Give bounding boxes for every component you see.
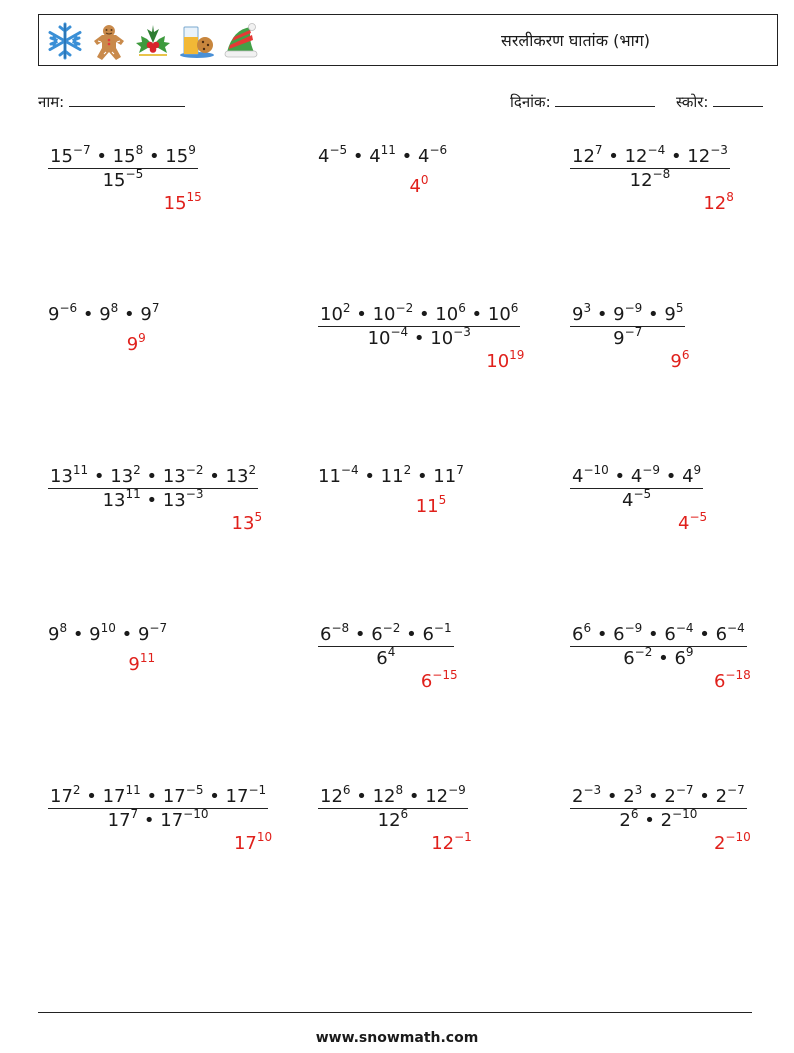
date-blank[interactable] bbox=[555, 92, 655, 107]
multiply-dot: • bbox=[601, 786, 624, 807]
answer-3: $12^8$ bbox=[703, 190, 734, 214]
power-term: $2^6$ bbox=[619, 807, 639, 831]
fraction bbox=[570, 143, 730, 191]
power-term: $6^{-4}$ bbox=[664, 621, 694, 645]
multiply-dot: • bbox=[608, 466, 631, 487]
answer-4: $9^9$ bbox=[126, 331, 146, 355]
denominator bbox=[376, 645, 396, 669]
numerator bbox=[320, 621, 452, 645]
power-term: $2^{-3}$ bbox=[572, 783, 602, 807]
fraction-bar bbox=[318, 646, 454, 647]
snowflake-icon bbox=[45, 21, 85, 61]
power-term: $4^{-6}$ bbox=[418, 143, 448, 167]
problem-8 bbox=[318, 463, 464, 487]
power-term: $15^9$ bbox=[165, 143, 196, 167]
multiply-dot: • bbox=[67, 624, 90, 645]
numerator bbox=[50, 463, 257, 487]
fraction bbox=[318, 783, 468, 831]
power-term: $9^{-7}$ bbox=[137, 621, 168, 645]
fraction-bar bbox=[48, 168, 198, 169]
multiply-dot: • bbox=[88, 466, 111, 487]
power-term: $10^{-2}$ bbox=[372, 301, 414, 325]
multiply-dot: • bbox=[203, 466, 226, 487]
worksheet-title: सरलीकरण घातांक (भाग) bbox=[501, 31, 650, 50]
power-term: $6^{-1}$ bbox=[422, 621, 452, 645]
multiply-dot: • bbox=[642, 304, 665, 325]
footer-divider bbox=[38, 1012, 752, 1013]
fraction bbox=[318, 621, 454, 669]
power-term: $17^{-1}$ bbox=[225, 783, 267, 807]
numerator bbox=[572, 463, 702, 487]
numerator bbox=[320, 783, 466, 807]
multiply-dot: • bbox=[400, 624, 423, 645]
power-term: $4^{-9}$ bbox=[630, 463, 660, 487]
answer-9: $4^{-5}$ bbox=[678, 510, 708, 534]
fraction-bar bbox=[48, 808, 268, 809]
multiply-dot: • bbox=[591, 624, 614, 645]
power-term: $10^6$ bbox=[487, 301, 519, 325]
numerator bbox=[320, 301, 519, 325]
power-term: $17^7$ bbox=[107, 807, 139, 831]
power-term: $4^{-5}$ bbox=[622, 487, 652, 511]
power-term: $4^{-10}$ bbox=[572, 463, 609, 487]
power-term: $9^8$ bbox=[99, 301, 119, 325]
power-term: $2^{-7}$ bbox=[715, 783, 745, 807]
multiply-dot: • bbox=[90, 146, 113, 167]
power-term: $12^8$ bbox=[372, 783, 404, 807]
multiply-dot: • bbox=[138, 810, 161, 831]
problem-11 bbox=[318, 621, 454, 669]
answer-10: $9^{11}$ bbox=[128, 651, 156, 675]
power-term: $12^6$ bbox=[320, 783, 351, 807]
fraction bbox=[570, 621, 747, 669]
answer-5: $10^{19}$ bbox=[486, 348, 525, 372]
power-term: $13^{-3}$ bbox=[162, 487, 204, 511]
answer-1: $15^{15}$ bbox=[163, 190, 202, 214]
multiply-dot: • bbox=[642, 786, 665, 807]
numerator bbox=[50, 143, 196, 167]
power-term: $17^{-10}$ bbox=[160, 807, 209, 831]
answer-11: $6^{-15}$ bbox=[420, 668, 458, 692]
power-term: $15^{-5}$ bbox=[102, 167, 144, 191]
fraction-bar bbox=[570, 646, 747, 647]
problem-7 bbox=[48, 463, 258, 511]
fraction bbox=[318, 301, 520, 349]
answer-15: $2^{-10}$ bbox=[713, 830, 751, 854]
fraction-bar bbox=[570, 808, 747, 809]
fraction bbox=[48, 463, 258, 511]
multiply-dot: • bbox=[140, 786, 163, 807]
multiply-dot: • bbox=[395, 146, 419, 167]
power-term: $4^9$ bbox=[682, 463, 702, 487]
fraction bbox=[570, 783, 747, 831]
answer-2: $4^0$ bbox=[409, 173, 429, 197]
multiply-dot: • bbox=[347, 146, 370, 167]
power-term: $4^{-5}$ bbox=[318, 143, 348, 167]
power-term: $6^6$ bbox=[572, 621, 592, 645]
multiply-dot: • bbox=[140, 466, 163, 487]
power-term: $13^{11}$ bbox=[50, 463, 89, 487]
denominator bbox=[107, 807, 209, 831]
problem-1 bbox=[48, 143, 198, 191]
problem-2 bbox=[318, 143, 448, 167]
problem-4 bbox=[48, 301, 160, 325]
multiply-dot: • bbox=[140, 490, 163, 511]
power-term: $12^{-3}$ bbox=[687, 143, 728, 167]
power-term: $9^{-7}$ bbox=[613, 325, 643, 349]
multiply-dot: • bbox=[652, 648, 675, 669]
answer-13: $17^{10}$ bbox=[233, 830, 273, 854]
expression bbox=[318, 143, 448, 167]
power-term: $6^4$ bbox=[376, 645, 396, 669]
answer-12: $6^{-18}$ bbox=[713, 668, 751, 692]
date-field bbox=[510, 92, 655, 112]
multiply-dot: • bbox=[602, 146, 625, 167]
fraction bbox=[48, 143, 198, 191]
multiply-dot: • bbox=[693, 624, 716, 645]
numerator bbox=[572, 143, 728, 167]
multiply-dot: • bbox=[350, 786, 373, 807]
power-term: $10^{-3}$ bbox=[430, 325, 471, 349]
power-term: $6^{-4}$ bbox=[715, 621, 745, 645]
power-term: $6^{-2}$ bbox=[623, 645, 653, 669]
power-term: $6^9$ bbox=[674, 645, 694, 669]
fraction-bar bbox=[318, 326, 520, 327]
problem-5 bbox=[318, 301, 520, 349]
header-box bbox=[38, 14, 778, 66]
answer-8: $11^5$ bbox=[415, 493, 447, 517]
numerator bbox=[572, 301, 684, 325]
problem-12 bbox=[570, 621, 747, 669]
multiply-dot: • bbox=[143, 146, 166, 167]
power-term: $4^{11}$ bbox=[369, 143, 396, 167]
numerator bbox=[572, 783, 745, 807]
fraction bbox=[570, 301, 685, 349]
problem-10 bbox=[48, 621, 168, 645]
multiply-dot: • bbox=[411, 466, 434, 487]
power-term: $6^{-9}$ bbox=[613, 621, 643, 645]
holly-icon bbox=[133, 21, 173, 61]
power-term: $12^{-9}$ bbox=[425, 783, 466, 807]
power-term: $13^{-2}$ bbox=[162, 463, 204, 487]
power-term: $9^{10}$ bbox=[89, 621, 116, 645]
answer-7: $13^5$ bbox=[231, 510, 263, 534]
multiply-dot: • bbox=[642, 624, 665, 645]
multiply-dot: • bbox=[408, 328, 431, 349]
multiply-dot: • bbox=[660, 466, 683, 487]
multiply-dot: • bbox=[665, 146, 688, 167]
denominator bbox=[622, 487, 652, 511]
multiply-dot: • bbox=[413, 304, 436, 325]
fraction bbox=[570, 463, 703, 511]
power-term: $15^{-7}$ bbox=[50, 143, 91, 167]
multiply-dot: • bbox=[115, 624, 138, 645]
problem-9 bbox=[570, 463, 703, 511]
footer-website: www.snowmath.com bbox=[315, 1030, 479, 1046]
multiply-dot: • bbox=[638, 810, 661, 831]
expression bbox=[48, 301, 160, 325]
power-term: $2^{-10}$ bbox=[660, 807, 698, 831]
christmas-hat-icon bbox=[221, 21, 261, 61]
multiply-dot: • bbox=[350, 304, 373, 325]
expression bbox=[48, 621, 168, 645]
power-term: $9^5$ bbox=[664, 301, 684, 325]
power-term: $11^2$ bbox=[380, 463, 412, 487]
name-label: नाम: bbox=[38, 93, 65, 111]
score-label: स्कोर: bbox=[676, 93, 709, 111]
multiply-dot: • bbox=[118, 304, 141, 325]
date-label: दिनांक: bbox=[510, 93, 551, 111]
denominator bbox=[623, 645, 694, 669]
answer-6: $9^6$ bbox=[670, 348, 690, 372]
denominator bbox=[102, 487, 204, 511]
gingerbread-man-icon bbox=[89, 21, 129, 61]
answer-14: $12^{-1}$ bbox=[431, 830, 472, 854]
multiply-dot: • bbox=[203, 786, 226, 807]
denominator bbox=[367, 325, 471, 349]
problem-3 bbox=[570, 143, 730, 191]
multiply-dot: • bbox=[358, 466, 381, 487]
multiply-dot: • bbox=[465, 304, 488, 325]
power-term: $12^7$ bbox=[572, 143, 603, 167]
denominator bbox=[377, 807, 409, 831]
numerator bbox=[50, 783, 267, 807]
power-term: $9^7$ bbox=[140, 301, 160, 325]
fraction bbox=[48, 783, 268, 831]
power-term: $12^6$ bbox=[377, 807, 409, 831]
power-term: $10^2$ bbox=[320, 301, 351, 325]
power-term: $6^{-2}$ bbox=[371, 621, 401, 645]
multiply-dot: • bbox=[77, 304, 100, 325]
problem-14 bbox=[318, 783, 468, 831]
denominator bbox=[102, 167, 144, 191]
problem-15 bbox=[570, 783, 747, 831]
icon-strip bbox=[45, 21, 261, 61]
score-blank[interactable] bbox=[713, 92, 763, 107]
fraction-bar bbox=[48, 488, 258, 489]
score-field bbox=[676, 92, 763, 112]
power-term: $13^{11}$ bbox=[102, 487, 141, 511]
power-term: $15^8$ bbox=[112, 143, 144, 167]
power-term: $17^{11}$ bbox=[102, 783, 141, 807]
power-term: $2^3$ bbox=[623, 783, 643, 807]
multiply-dot: • bbox=[403, 786, 426, 807]
power-term: $12^{-4}$ bbox=[624, 143, 666, 167]
name-blank[interactable] bbox=[69, 92, 185, 107]
power-term: $10^{-4}$ bbox=[367, 325, 409, 349]
denominator bbox=[619, 807, 698, 831]
power-term: $9^{-6}$ bbox=[48, 301, 78, 325]
multiply-dot: • bbox=[693, 786, 716, 807]
power-term: $9^8$ bbox=[48, 621, 68, 645]
power-term: $11^7$ bbox=[433, 463, 464, 487]
problem-13 bbox=[48, 783, 268, 831]
power-term: $2^{-7}$ bbox=[664, 783, 694, 807]
denominator bbox=[613, 325, 643, 349]
power-term: $13^2$ bbox=[110, 463, 141, 487]
power-term: $10^6$ bbox=[435, 301, 466, 325]
denominator bbox=[629, 167, 671, 191]
power-term: $13^2$ bbox=[225, 463, 257, 487]
fraction-bar bbox=[570, 168, 730, 169]
power-term: $12^{-8}$ bbox=[629, 167, 671, 191]
power-term: $17^2$ bbox=[50, 783, 81, 807]
power-term: $9^3$ bbox=[572, 301, 592, 325]
power-term: $17^{-5}$ bbox=[162, 783, 204, 807]
expression bbox=[318, 463, 464, 487]
fraction-bar bbox=[318, 808, 468, 809]
power-term: $6^{-8}$ bbox=[320, 621, 350, 645]
multiply-dot: • bbox=[349, 624, 372, 645]
power-term: $9^{-9}$ bbox=[613, 301, 643, 325]
multiply-dot: • bbox=[591, 304, 614, 325]
multiply-dot: • bbox=[80, 786, 103, 807]
power-term: $11^{-4}$ bbox=[318, 463, 359, 487]
numerator bbox=[572, 621, 745, 645]
name-field bbox=[38, 92, 185, 112]
milk-and-cookie-icon bbox=[177, 21, 217, 61]
problem-6 bbox=[570, 301, 685, 349]
